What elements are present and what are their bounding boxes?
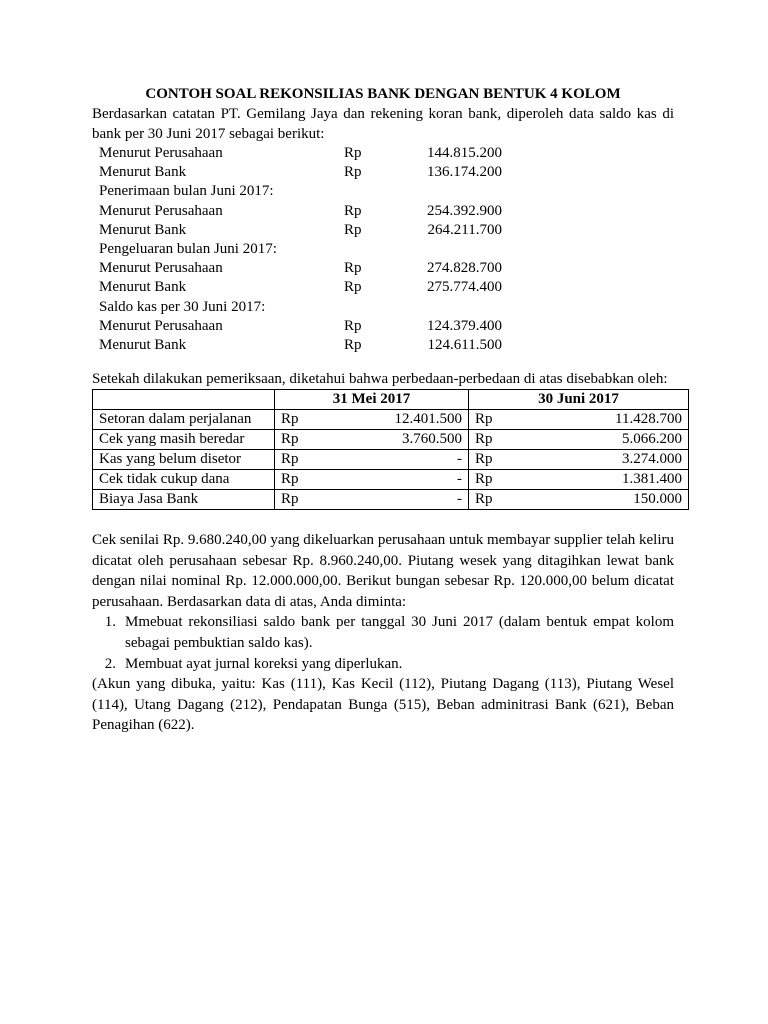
document-page <box>92 84 682 736</box>
data-amount: 136.174.200 <box>427 164 502 181</box>
row-label: Biaya Jasa Bank <box>93 490 275 510</box>
document-title: CONTOH SOAL REKONSILIAS BANK DENGAN BENTUK 4 KOLOM <box>145 86 621 102</box>
data-currency: Rp <box>344 317 362 334</box>
data-row <box>92 163 674 182</box>
data-currency: Rp <box>344 221 362 238</box>
list-item <box>92 654 674 675</box>
data-row <box>92 182 674 201</box>
data-label: Menurut Perusahaan <box>99 145 223 161</box>
may-cell <box>275 490 469 510</box>
may-value: - <box>457 471 462 488</box>
june-cell <box>469 450 689 470</box>
data-amount: 274.828.700 <box>427 260 502 277</box>
table-header-row <box>93 390 689 410</box>
data-currency: Rp <box>344 279 362 296</box>
data-row <box>92 336 674 355</box>
may-value: 12.401.500 <box>394 411 462 428</box>
currency: Rp <box>281 491 299 508</box>
may-cell <box>275 470 469 490</box>
table-row <box>93 450 689 470</box>
june-value: 1.381.400 <box>622 471 682 488</box>
currency: Rp <box>475 471 493 488</box>
data-label: Menurut Perusahaan <box>99 202 223 219</box>
june-cell <box>469 470 689 490</box>
data-label: Menurut Perusahaan <box>99 260 223 277</box>
table-row <box>93 410 689 430</box>
data-amount: 264.211.700 <box>427 221 502 238</box>
task-number: 2. <box>104 655 116 672</box>
may-value: - <box>457 451 462 468</box>
currency: Rp <box>475 451 493 468</box>
difference-table <box>92 389 689 510</box>
table-row <box>93 430 689 450</box>
notes-paragraph: Cek senilai Rp. 9.680.240,00 yang dikeluarkan perusahaan untuk membayar supplier telah keliru dicatat oleh perusahaan sebesar Rp. 8.960.240,00. Piutang wesek yang ditagihkan lewat bank dengan nilai nominal Rp. 12.000.000,00. Berikut bungan sebesar Rp. 120.000,00 belum dicatat perusahaan. Berdasarkan data di atas, Anda diminta: <box>92 532 674 610</box>
task-list <box>92 612 674 674</box>
currency: Rp <box>475 431 493 448</box>
spacer <box>92 355 674 369</box>
may-cell <box>275 450 469 470</box>
data-amount: 144.815.200 <box>427 145 502 161</box>
data-row <box>92 298 674 317</box>
data-row <box>92 278 674 297</box>
table-row <box>93 490 689 510</box>
row-label: Cek tidak cukup dana <box>93 470 275 490</box>
may-value: - <box>457 491 462 508</box>
currency: Rp <box>281 431 299 448</box>
task-text: Membuat ayat jurnal koreksi yang diperlukan. <box>125 655 403 672</box>
data-amount: 275.774.400 <box>427 279 502 296</box>
balance-data-list <box>92 144 674 355</box>
table-header-june: 30 Juni 2017 <box>469 390 689 410</box>
task-number: 1. <box>104 614 116 631</box>
currency: Rp <box>281 471 299 488</box>
june-cell <box>469 410 689 430</box>
data-row <box>92 317 674 336</box>
data-row <box>92 144 674 163</box>
june-value: 5.066.200 <box>622 431 682 448</box>
list-item <box>92 612 674 653</box>
data-label: Menurut Bank <box>99 279 187 296</box>
task-text: Mmebuat rekonsiliasi saldo bank per tanggal 30 Juni 2017 (dalam bentuk empat kolom sebagai pembuktian saldo kas). <box>125 614 674 652</box>
data-label: Menurut Bank <box>99 221 187 238</box>
data-currency: Rp <box>344 164 362 181</box>
table-header-blank <box>93 390 275 410</box>
currency: Rp <box>475 491 493 508</box>
data-currency: Rp <box>344 260 362 277</box>
data-currency: Rp <box>344 202 362 219</box>
table-row <box>93 470 689 490</box>
june-cell <box>469 490 689 510</box>
data-amount: 124.379.400 <box>427 317 502 334</box>
june-value: 11.428.700 <box>615 411 682 428</box>
intro-paragraph: Berdasarkan catatan PT. Gemilang Jaya dan rekening koran bank, diperoleh data saldo kas di bank per 30 Juni 2017 sebagai berikut: <box>92 106 674 142</box>
june-value: 3.274.000 <box>622 451 682 468</box>
data-currency: Rp <box>344 145 362 161</box>
currency: Rp <box>475 411 493 428</box>
data-section-label: Saldo kas per 30 Juni 2017: <box>99 298 266 315</box>
data-row <box>92 240 674 259</box>
data-row <box>92 259 674 278</box>
row-label: Setoran dalam perjalanan <box>93 410 275 430</box>
june-cell <box>469 430 689 450</box>
accounts-paragraph: (Akun yang dibuka, yaitu: Kas (111), Kas Kecil (112), Piutang Dagang (113), Piutang Wesel (114), Utang Dagang (212), Pendapatan Bunga (515), Beban adminitrasi Bank (621), Beban Penagihan (622). <box>92 676 674 734</box>
row-label: Cek yang masih beredar <box>93 430 275 450</box>
data-row <box>92 202 674 221</box>
data-amount: 254.392.900 <box>427 202 502 219</box>
currency: Rp <box>281 411 299 428</box>
data-currency: Rp <box>344 336 362 353</box>
data-label: Menurut Perusahaan <box>99 317 223 334</box>
data-section-label: Pengeluaran bulan Juni 2017: <box>99 240 277 257</box>
may-cell <box>275 430 469 450</box>
data-label: Menurut Bank <box>99 164 187 181</box>
data-section-label: Penerimaan bulan Juni 2017: <box>99 183 274 200</box>
data-label: Menurut Bank <box>99 336 187 353</box>
may-cell <box>275 410 469 430</box>
june-value: 150.000 <box>633 491 682 508</box>
currency: Rp <box>281 451 299 468</box>
table-header-may: 31 Mei 2017 <box>275 390 469 410</box>
data-amount: 124.611.500 <box>427 336 502 353</box>
difference-intro: Setekah dilakukan pemeriksaan, diketahui bahwa perbedaan-perbedaan di atas disebabkan oleh: <box>92 371 668 388</box>
may-value: 3.760.500 <box>402 431 462 448</box>
row-label: Kas yang belum disetor <box>93 450 275 470</box>
data-row <box>92 221 674 240</box>
